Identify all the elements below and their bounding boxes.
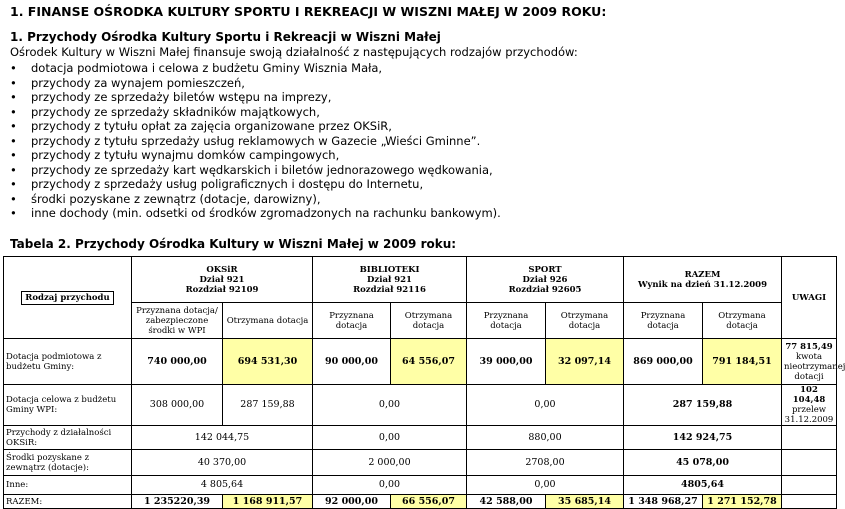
row-label: Dotacja celowa z budżetu Gminy WPI: [4,385,132,426]
list-item: • dotacja podmiotowa i celowa z budżetu Gminy Wisznia Mała, [10,61,501,76]
table-header-row [4,257,837,303]
table-caption: Tabela 2. Przychody Ośrodka Kultury w Wiszni Małej w 2009 roku: [10,237,457,251]
subheader-planned: Przyznana dotacja [467,303,546,339]
subheader-planned: Przyznana dotacja/ zabezpieczone środki w WPI [132,303,223,339]
header-biblioteki: BIBLIOTEKI Dział 921 Rozdział 92116 [313,257,467,303]
table-cell: 39 000,00 [467,339,546,385]
list-item: • inne dochody (min. odsetki od środków zgromadzonych na rachunku bankowym). [10,206,501,221]
table-row-total [4,495,837,509]
table-row [4,339,837,385]
header-oksir: OKSiR Dział 921 Rozdział 92109 [132,257,313,303]
table-cell: 1 235220,39 [132,495,223,509]
header-rodzaj: Rodzaj przychodu [4,257,132,339]
header-sport: SPORT Dział 926 Rozdział 92605 [467,257,624,303]
revenue-types-list [10,61,501,221]
uwagi-cell: 77 815,49 kwota nieotrzymanej dotacji [782,339,837,385]
table-cell: 4805,64 [624,476,782,495]
table-row [4,385,837,426]
list-item: • przychody z sprzedaży usług poligraficznych i dostępu do Internetu, [10,177,501,192]
table-row [4,476,837,495]
table-cell: 35 685,14 [546,495,624,509]
page-title: 1. FINANSE OŚRODKA KULTURY SPORTU I REKREACJI W WISZNI MAŁEJ W 2009 ROKU: [10,4,607,19]
table-cell: 1 348 968,27 [624,495,703,509]
list-item: • przychody ze sprzedaży składników majątkowych, [10,105,501,120]
table-cell: 308 000,00 [132,385,223,426]
intro-text: Ośrodek Kultury w Wiszni Małej finansuje swoją działalność z następujących rodzajów przychodów: [10,45,578,59]
table-row [4,426,837,450]
table-cell: 1 168 911,57 [223,495,313,509]
table-cell: 64 556,07 [391,339,467,385]
header-uwagi: UWAGI [782,257,837,339]
table-cell: 4 805,64 [132,476,313,495]
header-razem: RAZEM Wynik na dzień 31.12.2009 [624,257,782,303]
table-cell: 0,00 [313,476,467,495]
list-item: • przychody za wynajem pomieszczeń, [10,76,501,91]
table-cell: 0,00 [467,476,624,495]
table-cell: 66 556,07 [391,495,467,509]
table-cell: 740 000,00 [132,339,223,385]
subheader-planned: Przyznana dotacja [313,303,391,339]
row-label: Inne: [4,476,132,495]
table-cell: 694 531,30 [223,339,313,385]
table-cell: 880,00 [467,426,624,450]
table-row [4,450,837,476]
list-item: • środki pozyskane z zewnątrz (dotacje, darowizny), [10,192,501,207]
table-cell: 2708,00 [467,450,624,476]
subheader-received: Otrzymana dotacja [391,303,467,339]
row-label: Przychody z działalności OKSiR: [4,426,132,450]
table-cell: 40 370,00 [132,450,313,476]
table-cell: 0,00 [313,385,467,426]
uwagi-cell [782,476,837,495]
list-item: • przychody ze sprzedaży biletów wstępu na imprezy, [10,90,501,105]
table-cell: 90 000,00 [313,339,391,385]
table-cell: 42 588,00 [467,495,546,509]
row-label: Dotacja podmiotowa z budżetu Gminy: [4,339,132,385]
table-cell: 45 078,00 [624,450,782,476]
row-label: RAZEM: [4,495,132,509]
uwagi-cell [782,450,837,476]
table-cell: 2 000,00 [313,450,467,476]
table-cell: 287 159,88 [223,385,313,426]
table-cell: 287 159,88 [624,385,782,426]
subheader-received: Otrzymana dotacja [223,303,313,339]
row-label: Środki pozyskane z zewnątrz (dotacje): [4,450,132,476]
table-cell: 142 924,75 [624,426,782,450]
revenue-table [3,256,845,509]
table-cell: 142 044,75 [132,426,313,450]
subheader-received: Otrzymana dotacja [546,303,624,339]
uwagi-cell [782,495,837,509]
subheader-received: Otrzymana dotacja [703,303,782,339]
list-item: • przychody ze sprzedaży kart wędkarskich i biletów jednorazowego wędkowania, [10,163,501,178]
table-cell: 92 000,00 [313,495,391,509]
table-cell: 0,00 [313,426,467,450]
list-item: • przychody z tytułu sprzedaży usług reklamowych w Gazecie „Wieści Gminne”. [10,134,501,149]
section-heading: 1. Przychody Ośrodka Kultury Sportu i Rekreacji w Wiszni Małej [10,30,441,44]
table-cell: 1 271 152,78 [703,495,782,509]
list-item: • przychody z tytułu opłat za zajęcia organizowane przez OKSiR, [10,119,501,134]
uwagi-cell [782,426,837,450]
subheader-planned: Przyznana dotacja [624,303,703,339]
table-cell: 869 000,00 [624,339,703,385]
table-cell: 0,00 [467,385,624,426]
table-cell: 791 184,51 [703,339,782,385]
table-cell: 32 097,14 [546,339,624,385]
list-item: • przychody z tytułu wynajmu domków campingowych, [10,148,501,163]
uwagi-cell: 102 104,48 przelew 31.12.2009 [782,385,837,426]
